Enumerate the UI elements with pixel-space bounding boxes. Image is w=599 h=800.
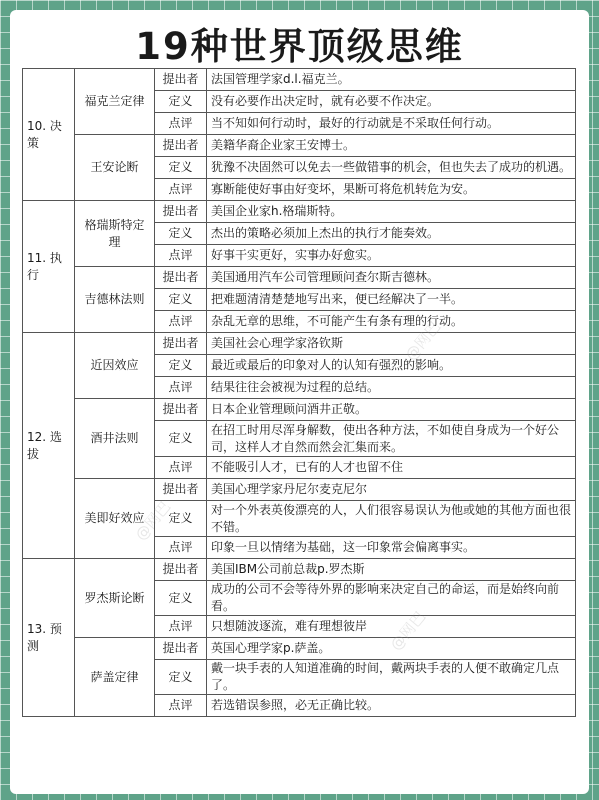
row-label: 定义 [155,501,207,537]
row-text: 法国管理学家d.l.福克兰。 [207,69,576,91]
row-label: 定义 [155,355,207,377]
row-text: 好事干实更好，实事办好愈实。 [207,245,576,267]
row-label: 点评 [155,113,207,135]
row-text: 美国通用汽车公司管理顾问查尔斯吉德林。 [207,267,576,289]
row-label: 点评 [155,245,207,267]
row-text: 只想随波逐流，难有理想彼岸 [207,616,576,638]
row-label: 提出者 [155,479,207,501]
rule-name: 王安论断 [75,135,155,201]
row-label: 点评 [155,616,207,638]
row-text: 杰出的策略必须加上杰出的执行才能奏效。 [207,223,576,245]
row-label: 点评 [155,377,207,399]
watermark: @网巴 [386,607,430,654]
row-label: 提出者 [155,201,207,223]
row-label: 定义 [155,660,207,695]
row-text: 美国社会心理学家洛钦斯 [207,333,576,355]
watermark: @网巴 [131,497,175,544]
row-label: 提出者 [155,559,207,581]
row-label: 提出者 [155,638,207,660]
table-row [23,479,576,501]
row-label: 提出者 [155,399,207,421]
row-text: 寡断能使好事由好变坏，果断可将危机转危为安。 [207,179,576,201]
row-label: 定义 [155,91,207,113]
row-text: 把难题清清楚楚地写出来，便已经解决了一半。 [207,289,576,311]
row-label: 提出者 [155,333,207,355]
rule-name: 萨盖定律 [75,638,155,717]
rule-name: 福克兰定律 [75,69,155,135]
table-row [23,201,576,223]
row-text: 美籍华裔企业家王安博士。 [207,135,576,157]
row-label: 提出者 [155,69,207,91]
table-row [23,69,576,91]
table-row [23,399,576,421]
row-text: 当不知如何行动时，最好的行动就是不采取任何行动。 [207,113,576,135]
row-label: 点评 [155,537,207,559]
row-text: 若选错误参照，必无正确比较。 [207,695,576,717]
row-label: 定义 [155,289,207,311]
row-text: 犹豫不决固然可以免去一些做错事的机会，但也失去了成功的机遇。 [207,157,576,179]
section-name: 13. 预测 [23,559,75,717]
rule-name: 美即好效应 [75,479,155,559]
section-name: 10. 决策 [23,69,75,201]
table-row [23,135,576,157]
rule-name: 吉德林法则 [75,267,155,333]
row-text: 结果往往会被视为过程的总结。 [207,377,576,399]
row-label: 定义 [155,223,207,245]
row-label: 定义 [155,581,207,616]
content-card [10,10,589,794]
row-label: 提出者 [155,267,207,289]
row-label: 点评 [155,695,207,717]
table-row [23,333,576,355]
table-row [23,559,576,581]
row-text: 最近或最后的印象对人的认知有强烈的影响。 [207,355,576,377]
row-text: 在招工时用尽浑身解数，使出各种方法，不如使自身成为一个好公司，这样人才自然而然会汇集而来。 [207,421,576,457]
row-label: 提出者 [155,135,207,157]
row-text: 不能吸引人才，已有的人才也留不住 [207,457,576,479]
row-text: 印象一旦以情绪为基础，这一印象常会偏离事实。 [207,537,576,559]
thinking-table [22,68,576,717]
row-label: 点评 [155,457,207,479]
row-text: 杂乱无章的思维，不可能产生有条有理的行动。 [207,311,576,333]
row-label: 定义 [155,421,207,457]
watermark: @网巴 [401,317,445,364]
row-text: 美国心理学家丹尼尔麦克尼尔 [207,479,576,501]
rule-name: 格瑞斯特定理 [75,201,155,267]
row-text: 日本企业管理顾问酒井正敬。 [207,399,576,421]
rule-name: 酒井法则 [75,399,155,479]
row-text: 美国IBM公司前总裁p.罗杰斯 [207,559,576,581]
row-label: 点评 [155,311,207,333]
row-text: 没有必要作出决定时，就有必要不作决定。 [207,91,576,113]
table-row [23,267,576,289]
rule-name: 近因效应 [75,333,155,399]
row-label: 点评 [155,179,207,201]
row-text: 对一个外表英俊漂亮的人，人们很容易误认为他或她的其他方面也很不错。 [207,501,576,537]
table-row [23,638,576,660]
row-text: 戴一块手表的人知道准确的时间，戴两块手表的人便不敢确定几点了。 [207,660,576,695]
row-text: 成功的公司不会等待外界的影响来决定自己的命运，而是始终向前看。 [207,581,576,616]
row-text: 英国心理学家p.萨盖。 [207,638,576,660]
section-name: 12. 选拔 [23,333,75,559]
rule-name: 罗杰斯论断 [75,559,155,638]
section-name: 11. 执行 [23,201,75,333]
row-text: 美国企业家h.格瑞斯特。 [207,201,576,223]
page-title: 19种世界顶级思维 [135,25,464,68]
row-label: 定义 [155,157,207,179]
